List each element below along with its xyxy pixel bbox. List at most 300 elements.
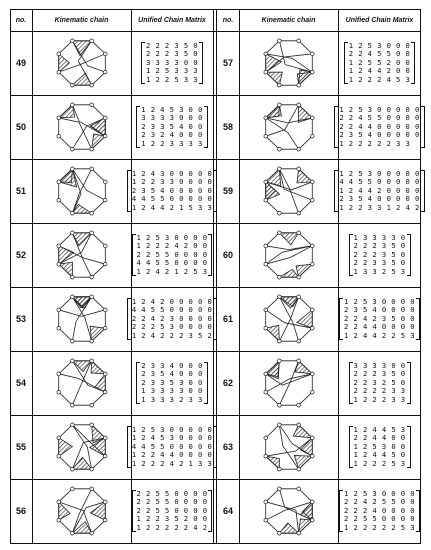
joint-node	[70, 531, 74, 535]
joint-node	[310, 454, 314, 458]
joint-node	[277, 167, 281, 171]
grid-vertical-line	[131, 9, 132, 543]
unified-chain-matrix	[132, 490, 213, 533]
matrix-row: 2 2 2 3 5 0	[146, 40, 198, 50]
unified-chain-matrix-cell	[131, 415, 213, 479]
matrix-row: 1 2 2 2 4 2 1 3 3	[131, 458, 213, 468]
hatched-link	[58, 54, 69, 72]
matrix-row: 2 2 4 4 0 0	[353, 433, 406, 443]
chain-number	[10, 95, 32, 159]
grid-horizontal-line	[10, 223, 421, 224]
matrix-row: 1 2 2 3 5 2 0 0	[136, 514, 208, 524]
joint-node	[310, 500, 314, 504]
chain-number	[217, 223, 239, 287]
joint-node	[56, 244, 60, 248]
hatched-link	[58, 502, 69, 520]
kinematic-chain-figure	[42, 354, 122, 412]
chain-number-label: 49	[15, 58, 26, 68]
matrix-row: 2 3 3 5 3 0 0	[141, 377, 203, 387]
kinematic-chain-figure	[249, 34, 329, 92]
binary-link	[265, 105, 298, 136]
hatched-link	[279, 523, 298, 533]
header-matrix-label: Unified Chain Matrix	[138, 16, 206, 24]
unified-chain-matrix	[136, 362, 207, 405]
header-matrix-label: Unified Chain Matrix	[345, 16, 414, 24]
joint-node	[89, 231, 93, 235]
joint-node	[310, 180, 314, 184]
joint-node	[89, 359, 93, 363]
matrix-row: 2 2 4 2 3 0 0 0 0	[131, 313, 213, 323]
joint-node	[70, 467, 74, 471]
joint-node	[56, 52, 60, 56]
unified-chain-matrix	[344, 42, 415, 85]
matrix-row: 1 2 2 2 2 2 5 3	[344, 522, 415, 532]
joint-node	[103, 436, 107, 440]
chain-number-label: 61	[222, 314, 233, 324]
kinematic-chain-figure	[42, 418, 122, 476]
hatched-link	[265, 105, 279, 118]
chain-number	[10, 479, 32, 543]
kinematic-chain-cell	[32, 95, 131, 159]
joint-node	[296, 231, 300, 235]
chain-number	[217, 159, 239, 223]
joint-node	[103, 244, 107, 248]
joint-node	[310, 308, 314, 312]
matrix-row: 2 2 5 5 0 0 0 0	[136, 497, 208, 507]
joint-node	[310, 262, 314, 266]
joint-node	[103, 454, 107, 458]
matrix-row: 1 2 2 3 3 3 3	[141, 138, 203, 148]
header-no-label: no.	[222, 16, 234, 24]
joint-node	[296, 275, 300, 279]
kinematic-chain-cell	[239, 31, 338, 95]
hatched-link	[58, 246, 73, 264]
joint-node	[103, 390, 107, 394]
header-no-label: no.	[15, 16, 27, 24]
grid-horizontal-line	[10, 159, 421, 160]
joint-node	[310, 70, 314, 74]
joint-node	[296, 147, 300, 151]
hatched-link	[91, 361, 105, 374]
kinematic-chain-figure	[249, 482, 329, 540]
chain-number	[217, 287, 239, 351]
joint-node	[56, 436, 60, 440]
joint-node	[70, 487, 74, 491]
joint-node	[277, 39, 281, 43]
unified-chain-matrix-cell	[338, 415, 421, 479]
unified-chain-matrix	[339, 490, 420, 533]
joint-node	[310, 134, 314, 138]
unified-chain-matrix	[349, 426, 411, 469]
kinematic-chain-figure	[42, 482, 122, 540]
matrix-row: 2 2 2 2 3 3	[353, 386, 406, 396]
chain-number-label: 64	[222, 506, 233, 516]
chain-number	[10, 415, 32, 479]
grid-horizontal-line	[10, 287, 421, 288]
matrix-row: 2 3 5 4 0 0 0 0	[344, 305, 415, 315]
grid-horizontal-line	[10, 543, 421, 544]
chain-number-label: 50	[15, 122, 26, 132]
matrix-row: 1 2 4 5 3 0 0 0 0	[131, 433, 213, 443]
joint-node	[296, 103, 300, 107]
hatched-link	[298, 519, 312, 533]
matrix-row: 1 3 3 3 3 0	[353, 232, 406, 242]
matrix-row: 2 2 5 5 0 0 0 0	[344, 514, 415, 524]
unified-chain-matrix	[127, 170, 217, 213]
matrix-row: 1 2 5 5 2 0 0	[348, 57, 411, 67]
binary-link	[265, 118, 298, 149]
matrix-row: 2 2 5 5 0 0 0 0	[136, 505, 208, 515]
unified-chain-matrix-cell	[338, 351, 421, 415]
joint-node	[56, 390, 60, 394]
unified-chain-matrix	[127, 426, 217, 469]
joint-node	[263, 390, 267, 394]
joint-node	[56, 500, 60, 504]
kinematic-chain-cell	[32, 415, 131, 479]
hatched-link	[90, 118, 105, 136]
kinematic-chain-figure	[42, 98, 122, 156]
grid-vertical-line	[239, 9, 240, 543]
kinematic-chain-cell	[239, 287, 338, 351]
chain-number-label: 63	[222, 442, 233, 452]
grid-horizontal-line	[10, 9, 421, 10]
matrix-row: 2 2 3 3 5 0	[353, 258, 406, 268]
matrix-row: 2 3 3 5 4 0 0	[141, 121, 203, 131]
matrix-row: 4 4 5 5 0 0 0 0	[136, 258, 208, 268]
joint-node	[263, 70, 267, 74]
joint-node	[277, 211, 281, 215]
grid-horizontal-line	[10, 31, 421, 32]
matrix-row: 2 3 5 4 0 0 0 0 0	[339, 194, 420, 204]
chain-number	[10, 159, 32, 223]
matrix-row: 4 4 5 5 0 0 0 0 0	[131, 305, 213, 315]
grid-horizontal-line	[10, 95, 421, 96]
matrix-row: 1 2 2 2 2 2 4 2	[136, 522, 208, 532]
joint-node	[56, 262, 60, 266]
unified-chain-matrix-cell	[338, 31, 421, 95]
matrix-row: 2 2 2 3 5 0	[353, 241, 406, 251]
matrix-row: 1 2 5 3 0 0 0 0 0	[339, 104, 420, 114]
joint-node	[310, 198, 314, 202]
chain-number-label: 54	[15, 378, 26, 388]
unified-chain-matrix	[349, 362, 411, 405]
hatched-link	[279, 269, 298, 277]
hatched-link	[300, 438, 312, 456]
binary-link	[265, 246, 312, 264]
chain-number	[10, 351, 32, 415]
joint-node	[277, 83, 281, 87]
joint-node	[296, 467, 300, 471]
joint-node	[277, 231, 281, 235]
grid-horizontal-line	[10, 479, 421, 480]
binary-link	[265, 246, 312, 264]
kinematic-chain-figure	[249, 290, 329, 348]
matrix-row: 2 3 3 4 0 0 0	[141, 360, 203, 370]
matrix-row: 2 3 2 4 0 0 0	[141, 130, 203, 140]
unified-chain-matrix-cell	[131, 287, 213, 351]
matrix-row: 2 2 4 2 5 5 0 0	[344, 497, 415, 507]
matrix-row: 1 3 3 2 5 3	[353, 266, 406, 276]
matrix-row: 4 4 5 5 0 0 0 0 0	[339, 177, 420, 187]
joint-node	[277, 275, 281, 279]
chain-number-label: 62	[222, 378, 233, 388]
joint-node	[277, 403, 281, 407]
joint-node	[70, 39, 74, 43]
unified-chain-matrix-cell	[131, 351, 213, 415]
grid-horizontal-line	[10, 351, 421, 352]
joint-node	[263, 518, 267, 522]
kinematic-chain-cell	[32, 159, 131, 223]
joint-node	[70, 423, 74, 427]
joint-node	[70, 231, 74, 235]
matrix-row: 1 2 5 3 0 0 0 0	[136, 232, 208, 242]
joint-node	[277, 423, 281, 427]
joint-node	[89, 487, 93, 491]
matrix-row: 2 2 4 5 5 0 0 0 0	[339, 113, 420, 123]
joint-node	[89, 83, 93, 87]
kinematic-chain-figure	[249, 354, 329, 412]
joint-node	[70, 275, 74, 279]
chain-number	[217, 351, 239, 415]
kinematic-chain-cell	[239, 351, 338, 415]
kinematic-chain-cell	[32, 31, 131, 95]
matrix-row: 2 3 5 4 0 0 0 0 0	[339, 130, 420, 140]
joint-node	[310, 52, 314, 56]
chain-number-label: 57	[222, 58, 233, 68]
kinematic-chain-figure	[42, 34, 122, 92]
joint-node	[263, 500, 267, 504]
grid-vertical-line	[420, 9, 421, 543]
joint-node	[296, 423, 300, 427]
joint-node	[277, 487, 281, 491]
header-kinematic-left	[32, 9, 131, 31]
chain-number	[10, 287, 32, 351]
joint-node	[277, 295, 281, 299]
kinematic-chain-cell	[239, 479, 338, 543]
grid-vertical-line	[213, 9, 217, 543]
joint-node	[296, 83, 300, 87]
joint-node	[277, 467, 281, 471]
joint-node	[89, 103, 93, 107]
joint-node	[296, 339, 300, 343]
joint-node	[263, 244, 267, 248]
joint-node	[103, 372, 107, 376]
joint-node	[103, 70, 107, 74]
matrix-row: 4 4 5 5 0 0 0 0 0	[131, 441, 213, 451]
matrix-row: 1 2 2 2 4 5 3	[348, 74, 411, 84]
hatched-link	[293, 425, 312, 438]
matrix-row: 1 2 5 3 0 0 0 0	[344, 296, 415, 306]
joint-node	[310, 436, 314, 440]
joint-node	[277, 103, 281, 107]
header-no-right	[217, 9, 239, 31]
unified-chain-matrix-cell	[131, 31, 213, 95]
matrix-row: 1 2 2 3 3 0 0 0 0	[131, 177, 213, 187]
unified-chain-matrix-cell	[338, 479, 421, 543]
unified-chain-matrix-cell	[338, 223, 421, 287]
joint-node	[56, 326, 60, 330]
joint-node	[296, 39, 300, 43]
hatched-link	[298, 105, 312, 123]
joint-node	[89, 467, 93, 471]
joint-node	[277, 147, 281, 151]
chain-number-label: 51	[15, 186, 26, 196]
matrix-row: 2 3 5 4 0 0 0 0 0	[131, 185, 213, 195]
joint-node	[296, 531, 300, 535]
unified-chain-matrix	[334, 106, 424, 149]
matrix-row: 2 2 5 5 0 0 0 0	[136, 249, 208, 259]
matrix-row: 1 2 5 3 0 0 0 0 0	[131, 424, 213, 434]
joint-node	[56, 70, 60, 74]
binary-link	[279, 41, 312, 72]
matrix-row: 2 2 4 4 0 0 0 0	[344, 322, 415, 332]
joint-node	[70, 295, 74, 299]
unified-chain-matrix-cell	[131, 223, 213, 287]
matrix-row: 2 2 2 3 5 0	[353, 369, 406, 379]
hatched-link	[279, 233, 298, 245]
joint-node	[70, 167, 74, 171]
matrix-row: 1 2 2 4 4 0 0 0 0	[131, 450, 213, 460]
joint-node	[89, 39, 93, 43]
unified-chain-matrix-cell	[338, 95, 421, 159]
joint-node	[56, 180, 60, 184]
joint-node	[263, 454, 267, 458]
matrix-row: 1 2 5 3 0 0	[353, 441, 406, 451]
kinematic-chain-cell	[32, 287, 131, 351]
matrix-row: 1 3 3 3 2 3 3	[141, 394, 203, 404]
header-matrix-right	[338, 9, 421, 31]
matrix-row: 2 2 4 2 3 5 0 0	[344, 313, 415, 323]
joint-node	[103, 116, 107, 120]
kinematic-chain-cell	[239, 159, 338, 223]
binary-link	[265, 246, 312, 250]
matrix-row: 2 2 2 3 5 0	[146, 49, 198, 59]
joint-node	[103, 52, 107, 56]
matrix-row: 2 2 2 4 0 0 0 0	[344, 505, 415, 515]
joint-node	[56, 454, 60, 458]
kinematic-chain-figure	[249, 162, 329, 220]
joint-node	[263, 262, 267, 266]
matrix-row: 1 2 2 5 3 3	[146, 74, 198, 84]
joint-node	[89, 211, 93, 215]
joint-node	[103, 326, 107, 330]
matrix-row: 2 2 4 5 5 0 0	[348, 49, 411, 59]
joint-node	[310, 116, 314, 120]
kinematic-chain-cell	[32, 223, 131, 287]
joint-node	[263, 308, 267, 312]
joint-node	[296, 211, 300, 215]
joint-node	[89, 275, 93, 279]
joint-node	[103, 518, 107, 522]
grid-vertical-line	[338, 9, 339, 543]
binary-link	[72, 169, 105, 200]
matrix-row: 1 2 2 2 4 2 0 0	[136, 241, 208, 251]
joint-node	[89, 167, 93, 171]
joint-node	[89, 531, 93, 535]
joint-node	[56, 198, 60, 202]
joint-node	[263, 116, 267, 120]
joint-node	[89, 339, 93, 343]
matrix-row: 1 2 4 4 2 2 5 3	[344, 330, 415, 340]
kinematic-chain-cell	[32, 351, 131, 415]
chain-number	[10, 31, 32, 95]
joint-node	[89, 403, 93, 407]
chain-number	[217, 31, 239, 95]
hatched-link	[265, 54, 281, 72]
joint-node	[56, 116, 60, 120]
joint-node	[263, 436, 267, 440]
unified-chain-matrix	[141, 42, 203, 85]
chain-number	[10, 223, 32, 287]
hatched-link	[90, 326, 105, 341]
unified-chain-matrix	[334, 170, 424, 213]
joint-node	[263, 198, 267, 202]
unified-chain-matrix	[339, 298, 420, 341]
joint-node	[263, 134, 267, 138]
kinematic-chain-figure	[42, 162, 122, 220]
matrix-row: 2 2 5 5 0 0 0 0	[136, 488, 208, 498]
kinematic-chain-cell	[32, 479, 131, 543]
chain-number-label: 58	[222, 122, 233, 132]
kinematic-chain-figure	[249, 418, 329, 476]
matrix-row: 1 2 5 3 0 0 0	[348, 40, 411, 50]
joint-node	[56, 518, 60, 522]
joint-node	[103, 134, 107, 138]
joint-node	[277, 531, 281, 535]
matrix-row: 4 4 5 5 0 0 0 0 0	[131, 194, 213, 204]
matrix-row: 1 2 4 2 0 0 0 0 0	[131, 296, 213, 306]
matrix-row: 1 3 3 3 3 0 0	[141, 386, 203, 396]
chain-number	[217, 479, 239, 543]
chain-number-label: 60	[222, 250, 233, 260]
unified-chain-matrix	[136, 106, 207, 149]
joint-node	[296, 167, 300, 171]
joint-node	[70, 339, 74, 343]
matrix-row: 1 2 4 4 2 0 0	[348, 66, 411, 76]
matrix-row: 1 2 4 4 5 0	[353, 450, 406, 460]
joint-node	[103, 180, 107, 184]
joint-node	[103, 500, 107, 504]
matrix-row: 2 2 2 3 5 0	[353, 249, 406, 259]
joint-node	[277, 339, 281, 343]
joint-node	[296, 295, 300, 299]
matrix-row: 2 3 5 4 0 0 0	[141, 369, 203, 379]
joint-node	[89, 423, 93, 427]
joint-node	[56, 308, 60, 312]
grid-horizontal-line	[10, 415, 421, 416]
hatched-link	[72, 41, 91, 56]
joint-node	[89, 147, 93, 151]
header-matrix-left	[131, 9, 213, 31]
unified-chain-matrix-cell	[338, 287, 421, 351]
joint-node	[70, 103, 74, 107]
chain-number-label: 55	[15, 442, 26, 452]
matrix-row: 1 2 4 3 0 0 0 0 0	[131, 168, 213, 178]
joint-node	[296, 403, 300, 407]
kinematic-chain-figure	[249, 226, 329, 284]
joint-node	[89, 295, 93, 299]
chain-table	[10, 9, 421, 544]
matrix-row: 1 2 5 3 0 0 0 0	[344, 488, 415, 498]
joint-node	[70, 83, 74, 87]
chain-number	[217, 415, 239, 479]
kinematic-chain-cell	[239, 223, 338, 287]
matrix-row: 3 3 3 3 0 0 0	[141, 113, 203, 123]
matrix-row: 1 2 4 2 2 2 3 5 2	[131, 330, 213, 340]
joint-node	[310, 326, 314, 330]
joint-node	[103, 198, 107, 202]
joint-node	[277, 359, 281, 363]
